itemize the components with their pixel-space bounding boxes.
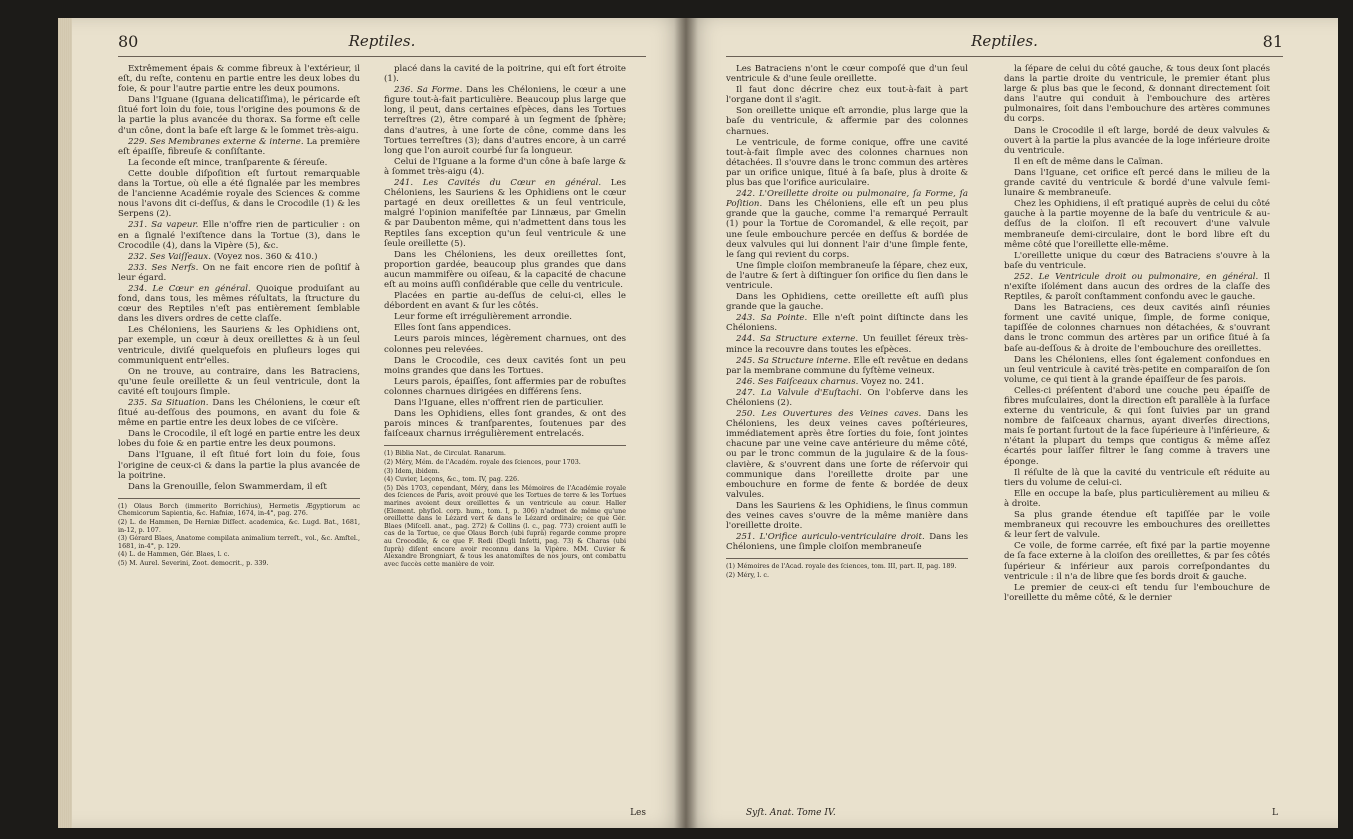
paragraph: [726, 409, 968, 500]
paragraph-text: Cette double diſpoſition eſt ſurtout remarquable dans la Tortue, où elle a été ſignalée par les membres de l'ancienne Académie royale des Sciences & comme nous l'avons dit ci-deſſus, & dans le Crocodile (1) & les Serpens (2).: [118, 168, 360, 220]
paragraph-text: la ſépare de celui du côté gauche, & tous deux ſont placés dans la partie droite du ventricule, le premier étant plus large & plus bas que le ſecond, & donnant directement ſoit dans l'autre qui conduit à l'embouchure des artères pulmonaires, ſoit dans l'embouchure des artères communes du corps.: [1004, 64, 1270, 125]
paragraph: [1004, 386, 1270, 467]
paragraph-text: Dans les Ophidiens, elles ſont grandes, & ont des parois minces & tranſparentes, ſoutenues par des faiſceaux charnus irrégulièrement entrelacés.: [384, 409, 626, 440]
paragraph: [384, 157, 626, 177]
footnote: (1) Biblia Nat., de Circulat. Ranarum.: [384, 449, 506, 458]
paragraph-text: On ne fait encore rien de poſitif à leur égard.: [118, 262, 360, 283]
paragraph: [118, 284, 360, 324]
paragraph: [1004, 199, 1270, 249]
paragraph-text: Dans les Ophidiens, cette oreillette eſt auſſi plus grande que la gauche.: [726, 292, 968, 313]
right-page-header: [726, 32, 1283, 54]
paragraph: [118, 64, 360, 94]
section-heading: 231. Sa vapeur.: [128, 220, 199, 231]
paragraph: [118, 158, 360, 168]
paragraph-text: Le ventricule, de forme conique, offre une cavité tout-à-fait ſimple avec des colonnes charnues non détachées. Il s'ouvre dans le tronc commun des artères par un orifice unique, ſitué à ſa baſe, plus à droite & plus bas que l'orifice auriculaire.: [726, 137, 968, 189]
paragraph-text: Il en eſt de même dans le Caïman.: [1014, 156, 1164, 167]
paragraph: [384, 312, 626, 322]
paragraph-text: Placées en partie au-deſſus de celui-ci, elles le débordent en avant & ſur les côtés.: [384, 291, 626, 312]
section-heading: 242. L'Oreillette droite ou pulmonaire, ſa Forme, ſa Poſition.: [726, 189, 968, 210]
paragraph-text: Dans les Sauriens & les Ophidiens, le ſinus commun des veines caves s'ouvre de la même manière dans l'oreillette droite.: [726, 500, 968, 532]
page-edges: [58, 18, 72, 828]
paragraph: [726, 106, 968, 136]
paragraph-text: Un feuillet ſéreux très-mince la recouvre dans toutes les eſpèces.: [726, 334, 968, 355]
paragraph: [726, 377, 968, 387]
section-heading: 245. Sa Structure interne.: [736, 355, 851, 366]
paragraph-text: Dans le Crocodile il eſt large, bordé de deux valvules & ouvert à la partie la plus avancée de la loge inférieure droite du ventricule.: [1004, 125, 1270, 156]
paragraph-text: Leurs parois minces, légèrement charnues, ont des colonnes peu relevées.: [384, 334, 626, 355]
paragraph: [1004, 468, 1270, 488]
paragraph: [1004, 64, 1270, 125]
paragraph-text: Dans les Batraciens, ces deux cavités ainſi réunies forment une cavité unique, ſimple, de forme conique, tapiſſée de colonnes charnues non détachées, & s'ouvrant dans le tronc commun des artères par un orifice ſitué à ſa baſe au-deſſous & à droite de l'embouchure des oreillettes.: [1004, 303, 1270, 354]
paragraph: [118, 220, 360, 250]
paragraph-text: Dans l'Iguane, cet orifice eſt percé dans le milieu de la grande cavité du ventricule & bordé d'une valvule ſemi-lunaire & membraneuſe.: [1004, 167, 1270, 199]
catchword: Les: [630, 808, 646, 818]
footnote: (1) Olaus Borch (immerito Borrichius), Hermetis Ægyptiorum ac Chemicorum Sapientia, &c. Hafniæ, 1674, in-4°, pag. 276.: [118, 501, 360, 518]
paragraph-text: Elles ſont ſans appendices.: [394, 323, 512, 334]
paragraph: [384, 334, 626, 354]
paragraph: [1004, 272, 1270, 302]
catchword: L: [1272, 808, 1278, 818]
section-heading: 250. Les Ouvertures des Veines caves.: [736, 409, 922, 420]
footnote: (2) L. de Hammen, De Herniæ Diſſect. academica, &c. Lugd. Bat., 1681, in-12, p. 107.: [118, 518, 360, 534]
running-title: Reptiles.: [971, 32, 1038, 50]
page-number: 81: [1262, 32, 1283, 51]
section-heading: 244. Sa Structure externe.: [736, 334, 859, 345]
paragraph: [1004, 510, 1270, 540]
paragraph: [384, 323, 626, 333]
paragraph: [726, 261, 968, 291]
paragraph-text: On l'obſerve dans les Chéloniens (2).: [726, 387, 968, 408]
left-column-1: [118, 64, 360, 569]
paragraph: [726, 356, 968, 376]
section-heading: 252. Le Ventricule droit ou pulmonaire, en général.: [1014, 271, 1259, 282]
paragraph: [726, 64, 968, 84]
open-book: [58, 18, 1338, 828]
running-title: Reptiles.: [348, 32, 416, 50]
paragraph-text: Elle eſt revêtue en dedans par la membrane commune du ſyſtème veineux.: [726, 355, 968, 376]
paragraph: [118, 482, 360, 492]
section-heading: 251. L'Orifice auriculo-ventriculaire droit.: [736, 532, 925, 543]
footnote: (3) Gérard Blaes, Anatome compilata animalium terreſt., vol., &c. Amſtel., 1681, in-4°, p. 129.: [118, 534, 360, 550]
paragraph: [1004, 168, 1270, 198]
paragraph: [118, 450, 360, 480]
paragraph-text: Dans les Chéloniens, elle eſt un peu plus grande que la gauche, comme l'a remarqué Perrault (1) pour la Tortue de Coromandel, & elle reçoit, par une ſeule embouchure percée en deſſus & bordée de deux valvules qui lui donnent l'air d'une ſimple fente, le ſang qui revient du corps.: [726, 199, 968, 260]
paragraph: [726, 334, 968, 354]
paragraph: [726, 313, 968, 333]
paragraph-text: Dans l'Iguane (Iguana delicatiſſima), le péricarde eſt ſitué fort loin du foie, tous l'origine des poumons & de la partie la plus avancée du thorax. Sa forme eſt celle d'un cône, dont la baſe eſt large & le ſommet très-aigu.: [118, 95, 360, 136]
footnotes: [726, 558, 968, 579]
paragraph: [726, 292, 968, 312]
paragraph: [118, 169, 360, 219]
paragraph-text: La ſeconde eſt mince, tranſparente & ſéreuſe.: [128, 157, 328, 168]
paragraph: [384, 178, 626, 249]
left-page: [58, 18, 686, 828]
paragraph-text: Son oreillette unique eſt arrondie, plus large que la baſe du ventricule, & affermie par des colonnes charnues.: [726, 106, 968, 137]
paragraph-text: Les Chéloniens, les Sauriens & les Ophidiens ont le cœur partagé en deux oreillettes & un ſeul ventricule, malgré l'opinion manifeſtée par Linnæus, par Gmelin & par Daubenton même, qui n'admettent dans tous les Reptiles ſans exception qu'un ſeul ventricule & une ſeule oreillette (5).: [384, 178, 626, 249]
paragraph-text: Extrêmement épais & comme fibreux à l'extérieur, il eſt, du reſte, contenu en partie entre les deux lobes du foie, & pour l'autre partie entre les deux poumons.: [118, 64, 360, 95]
paragraph: [384, 291, 626, 311]
paragraph: [118, 95, 360, 135]
paragraph-text: Il réſulte de là que la cavité du ventricule eſt réduite au tiers du volume de celui-ci.: [1004, 467, 1270, 488]
footnote: (2) Méry, Mém. de l'Académ. royale des ſciences, pour 1703.: [384, 457, 581, 466]
header-rule: [118, 56, 646, 57]
paragraph: [726, 388, 968, 408]
paragraph: [726, 189, 968, 260]
paragraph: [1004, 126, 1270, 156]
paragraph: [726, 532, 968, 552]
paragraph-text: Leur forme eſt irrégulièrement arrondie.: [394, 312, 572, 323]
left-column-2: [384, 64, 626, 569]
section-heading: 241. Les Cavités du Cœur en général.: [394, 178, 602, 189]
paragraph-text: Dans les Chéloniens, elles ſont également confondues en un ſeul ventricule à cavité très-petite en comparaiſon de ſon volume, ce qui tient à la grande épaiſſeur de ſes parois.: [1004, 354, 1270, 385]
page-number: 80: [118, 32, 139, 51]
paragraph: [1004, 583, 1270, 603]
footnote: (4) Cuvier, Leçons, &c., tom. IV, pag. 226.: [384, 475, 520, 484]
paragraph-text: Les Chéloniens, les Sauriens & les Ophidiens ont, par exemple, un cœur à deux oreillettes & à un ſeul ventricule, diviſé quelquefois en pluſieurs loges qui communiquent entr'elles.: [118, 325, 360, 366]
paragraph: [726, 85, 968, 105]
paragraph-text: Les Batraciens n'ont le cœur compoſé que d'un ſeul ventricule & d'une ſeule oreillette.: [726, 64, 968, 85]
paragraph-text: Dans l'Iguane, il eſt ſitué fort loin du foie, ſous l'origine de ceux-ci & dans la partie la plus avancée de la poitrine.: [118, 450, 360, 481]
footnote: (2) Méry, l. c.: [726, 571, 770, 579]
paragraph-text: Dans les Chéloniens, le cœur a une figure tout-à-fait particulière. Beaucoup plus large que long, il peut, dans certaines eſpèces, dans les Tortues terreſtres (2), être comparé à un ſegment de ſphère; dans d'autres, à une ſorte de cône, comme dans les Tortues terreſtres (3); dans d'autres encore, à un carré long que l'on auroit courbé ſur ſa longueur.: [384, 85, 626, 156]
paragraph-text: Il faut donc décrire chez eux tout-à-fait à part l'organe dont il s'agit.: [726, 85, 968, 106]
paragraph: [384, 377, 626, 397]
paragraph-text: Dans le Crocodile, ces deux cavités ſont un peu moins grandes que dans les Tortues.: [384, 355, 626, 376]
section-heading: 229. Ses Membranes externe & interne.: [128, 136, 304, 147]
paragraph: [1004, 303, 1270, 353]
section-heading: 247. La Valvule d'Euſtachi.: [736, 387, 862, 398]
left-page-header: [118, 32, 646, 54]
paragraph-text: Dans les Chéloniens, le cœur eſt ſitué au-deſſous des poumons, en avant du foie & même en partie entre les deux lobes de ce viſcère.: [118, 398, 361, 429]
section-heading: 232. Ses Vaiſſeaux.: [128, 251, 211, 262]
paragraph-text: Celles-ci préſentent d'abord une couche peu épaiſſe de fibres muſculaires, dont la direction eſt parallèle à la ſurface externe du ventricule, & qui ſont ſuivies par un grand nombre de faiſceaux charnus, ayant diverſes directions, mais ſe portant ſurtout de la face ſupérieure à l'inférieure, & n'étant la plupart du temps que contigus & même aſſez écartés pour laiſſer filtrer le ſang comme à travers une éponge.: [1004, 385, 1270, 467]
section-heading: 243. Sa Pointe.: [736, 313, 808, 324]
paragraph: [118, 429, 360, 449]
paragraph-text: Dans les Chéloniens, une ſimple cloiſon membraneuſe: [726, 532, 968, 553]
paragraph-text: Une ſimple cloiſon membraneuſe la ſépare, chez eux, de l'autre & ſert à diſtinguer ſon orifice du ſien dans le ventricule.: [726, 260, 968, 291]
paragraph-text: Leurs parois, épaiſſes, ſont affermies par de robuſtes colonnes charnues dirigées en différens ſens.: [384, 376, 626, 397]
paragraph: [384, 409, 626, 439]
footnote: (5) Dès 1703, cependant, Méry, dans les Mémoires de l'Académie royale des ſciences de Paris, avoit prouvé que les Tortues de terre & les Tortues marines avoient deux oreillettes & un ventricule au cœur. Haller (Element. phyſiol. corp. hum., tom. I, p. 306) n'admet de même qu'une oreillette dans le Lézard vert & dans le Lézard ordinaire; ce que Gér. Blaes (Miſcell. anat., pag. 272) & Collins (l. c., pag. 773) croient auſſi le cas de la Tortue, ce que Olaus Borch (ubi ſuprà) regarde comme propre au Crocodile, & ce que F. Redi (Degli Inſetti, pag. 73) & Charas (ubi ſuprà) diſent encore avoir reconnu dans la Vipère. MM. Cuvier & Alexandre Brongniart, & tous les anatomiſtes de nos jours, ont combattu avec ſuccès cette manière de voir.: [384, 483, 626, 568]
footnotes: [118, 498, 360, 568]
section-heading: 235. Sa Situation.: [128, 398, 209, 408]
paragraph: [118, 398, 360, 428]
paragraph: [118, 367, 360, 397]
section-heading: 236. Sa Forme.: [394, 85, 463, 96]
paragraph-text: (Voyez nos. 360 & 410.): [210, 251, 318, 262]
paragraph-text: Dans l'Iguane, elles n'offrent rien de particulier.: [394, 398, 604, 408]
footnote: (4) L. de Hammen, Gér. Blaes, l. c.: [118, 550, 230, 559]
paragraph-text: Dans la Grenouille, ſelon Swammerdam, il eſt: [128, 481, 327, 492]
book-gutter: [674, 18, 698, 828]
right-page: [686, 18, 1338, 828]
paragraph: [118, 325, 360, 365]
signature-mark: Syſt. Anat. Tome IV.: [746, 808, 836, 818]
paragraph: [384, 85, 626, 156]
paragraph: [384, 398, 626, 408]
paragraph: [1004, 489, 1270, 509]
paragraph: [1004, 355, 1270, 385]
paragraph-text: Le premier de ceux-ci eſt tendu ſur l'embouchure de l'oreillette du même côté, & le dernier: [1004, 582, 1270, 603]
paragraph: [726, 501, 968, 531]
paragraph-text: On ne trouve, au contraire, dans les Batraciens, qu'une ſeule oreillette & un ſeul ventricule, dont la cavité eſt toujours ſimple.: [118, 366, 360, 397]
paragraph-text: La première eſt épaiſſe, fibreuſe & conſiſtante.: [118, 136, 360, 157]
footnote: (3) Idem, ibidem.: [384, 466, 440, 475]
paragraph: [726, 138, 968, 188]
paragraph-text: Elle n'offre rien de particulier : on en a ſignalé l'exiſtence dans la Tortue (3), dans le Crocodile (4), dans la Vipère (5), &c.: [118, 220, 360, 251]
paragraph: [384, 64, 626, 84]
paragraph-text: Dans les Chéloniens, les deux oreillettes ſont, proportion gardée, beaucoup plus grandes que dans aucun mammifère ou oiſeau, & la capacité de chacune eſt au moins auſſi conſidérable que celle du ventricule.: [384, 249, 626, 290]
right-column-2: [1004, 64, 1270, 604]
paragraph: [1004, 541, 1270, 581]
section-heading: 233. Ses Nerfs.: [128, 262, 199, 273]
paragraph: [1004, 157, 1270, 167]
paragraph: [118, 252, 360, 262]
header-rule: [726, 56, 1283, 57]
paragraph-text: Dans les Chéloniens, les deux veines caves poſtérieures, immédiatement après être ſorties du foie, ſont jointes chacune par une veine cave antérieure du même côté, ou par le tronc commun de la jugulaire & de la ſous-clavière, & s'ouvrent dans une ſorte de réſervoir qui communique dans l'oreillette droite par une embouchure en forme de fente & bordée de deux valvules.: [726, 409, 969, 500]
paragraph-text: Il n'exiſte iſolément dans aucun des ordres de la claſſe des Reptiles, & paroît conſtamment confondu avec le gauche.: [1004, 271, 1270, 303]
footnotes: [384, 445, 626, 568]
paragraph-text: Dans le Crocodile, il eſt logé en partie entre les deux lobes du foie & en partie entre les deux poumons.: [118, 429, 360, 450]
paragraph: [118, 137, 360, 157]
paragraph: [118, 263, 360, 283]
section-heading: 246. Ses Faiſceaux charnus.: [736, 376, 859, 387]
paragraph-text: Elle n'eſt point diſtincte dans les Chéloniens.: [726, 313, 969, 334]
paragraph-text: L'oreillette unique du cœur des Batraciens s'ouvre à la baſe du ventricule.: [1004, 250, 1270, 271]
paragraph-text: Voyez no. 241.: [858, 376, 925, 387]
paragraph: [384, 250, 626, 290]
footnote: (5) M. Aurel. Severini, Zoot. democrit., p. 339.: [118, 559, 269, 567]
paragraph-text: Sa plus grande étendue eſt tapiſſée par le voile membraneux qui recouvre les embouchures des oreillettes & leur ſert de valvule.: [1004, 510, 1270, 541]
section-heading: 234. Le Cœur en général.: [128, 283, 251, 294]
paragraph-text: Elle en occupe la baſe, plus particulièrement au milieu & à droite.: [1004, 488, 1270, 509]
paragraph-text: placé dans la cavité de la poitrine, qui eſt fort étroite (1).: [384, 64, 626, 85]
paragraph-text: Celui de l'Iguane a la forme d'un cône à baſe large & à ſommet très-aigu (4).: [384, 156, 626, 177]
right-column-1: [726, 64, 968, 581]
paragraph: [1004, 251, 1270, 271]
footnote: (1) Mémoires de l'Acad. royale des ſciences, tom. III, part. II, pag. 189.: [726, 562, 957, 571]
paragraph-text: Ce voile, de forme carrée, eſt fixé par la partie moyenne de ſa face externe à la cloiſon des oreillettes, & par ſes côtés ſupérieur & inférieur aux parois correſpondantes du ventricule : il n'a de libre que ſes bords droit & gauche.: [1004, 541, 1270, 582]
paragraph-text: Chez les Ophidiens, il eſt pratiqué auprès de celui du côté gauche à la partie moyenne de la baſe du ventricule & au-deſſus de la cloiſon. Il eſt recouvert d'une valvule membraneuſe demi-circulaire, dont le bord libre eſt du même côté que l'oreillette elle-même.: [1004, 199, 1270, 250]
paragraph-text: Quoique produiſant au fond, dans tous, les mêmes réſultats, la ſtructure du cœur des Reptiles n'eſt pas entièrement ſemblable dans les divers ordres de cette claſſe.: [118, 283, 361, 325]
paragraph: [384, 356, 626, 376]
